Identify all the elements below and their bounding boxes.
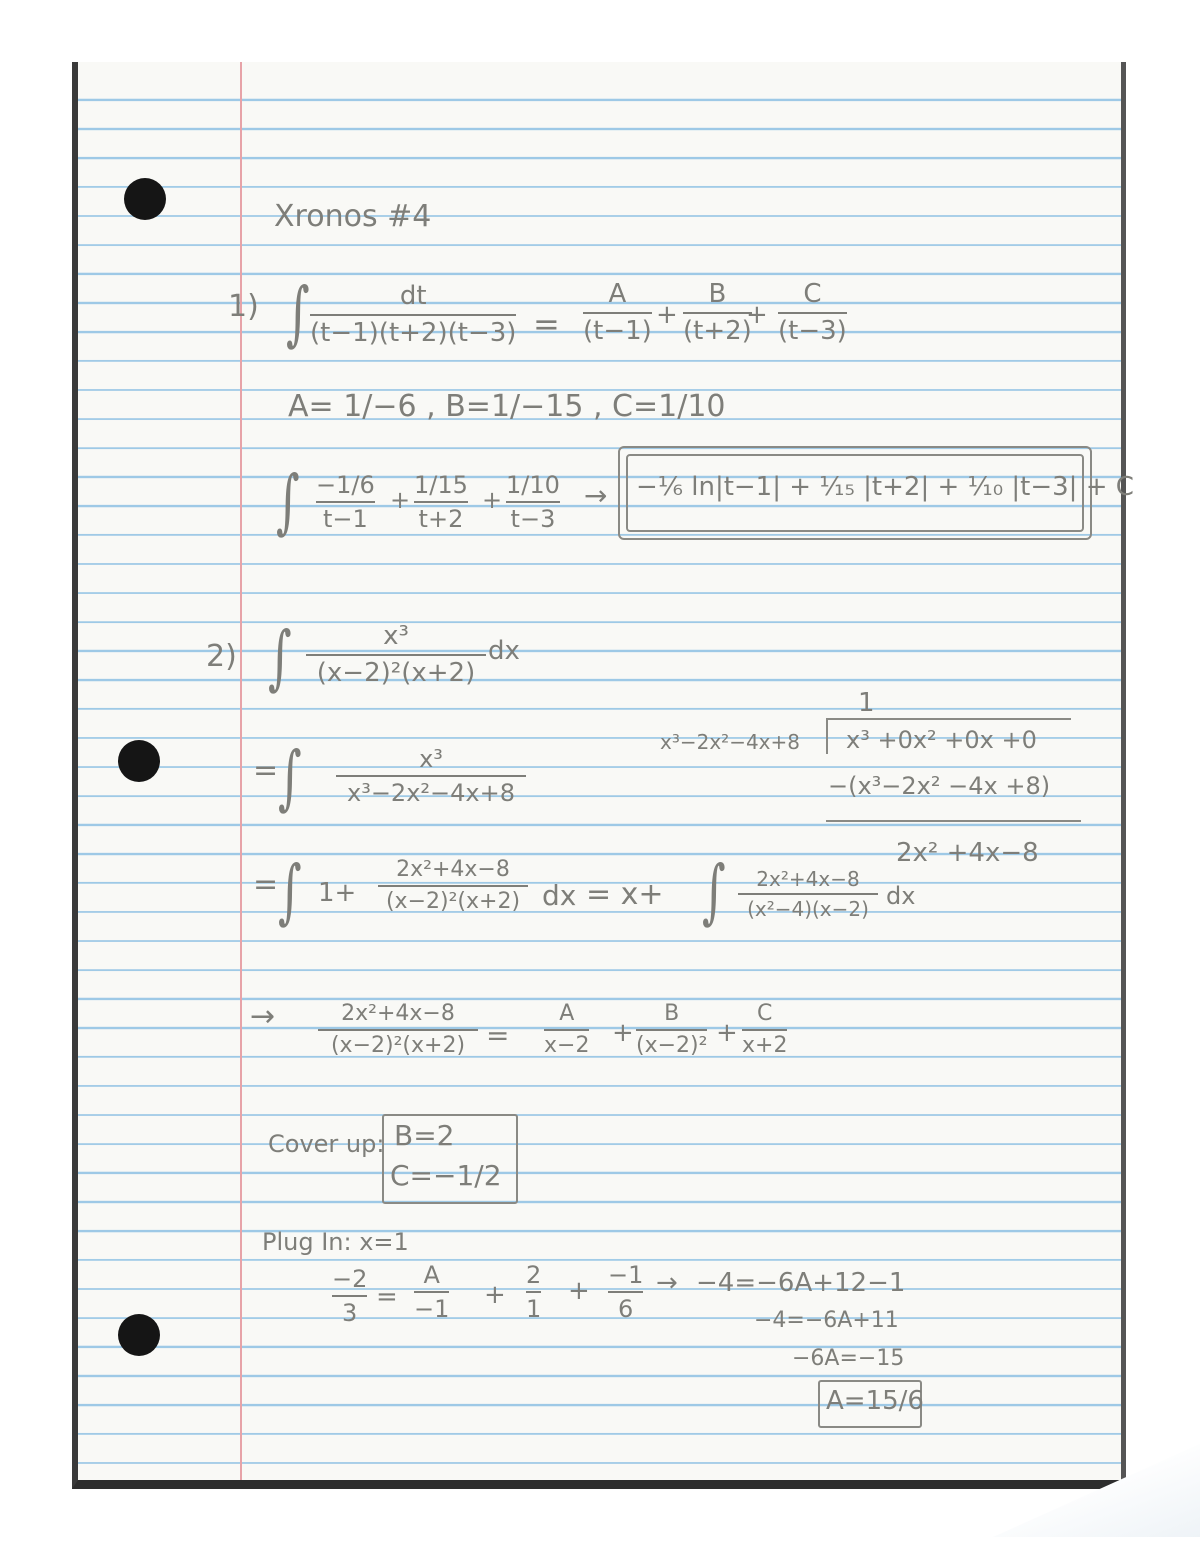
plugin-plus-2: +	[568, 1276, 590, 1306]
integral-icon: ∫	[276, 460, 300, 542]
p2-step2-frac: 2x²+4x−8 (x−2)²(x+2)	[378, 858, 528, 914]
arrow-right-icon: →	[250, 999, 276, 1034]
notebook-page	[72, 62, 1134, 1489]
coverup-b: B=2	[394, 1119, 455, 1152]
plugin-line-1: −4=−6A+12−1	[696, 1268, 906, 1298]
p2-equals-2: =	[253, 867, 279, 902]
p2-pf-a: A x−2	[544, 1001, 590, 1059]
integral-icon: ∫	[702, 850, 726, 932]
p2-step2-dx: dx	[542, 879, 577, 912]
p2-pf-plus-2: +	[716, 1018, 738, 1048]
plugin-a: A −1	[414, 1261, 450, 1324]
division-rule	[826, 820, 1081, 822]
page-title: Xronos #4	[274, 199, 432, 234]
p1-plus-2: +	[746, 300, 768, 330]
plugin-label: Plug In: x=1	[262, 1228, 409, 1256]
p2-pf-c: C x+2	[742, 1001, 788, 1059]
p2-integrand: x³ (x−2)²(x+2)	[306, 622, 486, 687]
plugin-c: −1 6	[608, 1261, 644, 1324]
problem-1-number: 1)	[228, 289, 259, 324]
binder-hole-middle	[118, 740, 160, 782]
p1-expand-plus-2: +	[482, 486, 503, 514]
arrow-right-icon: →	[584, 479, 608, 512]
p1-integrand	[310, 282, 516, 347]
integral-icon: ∫	[278, 736, 302, 818]
final-answer: A=15/6	[826, 1386, 924, 1416]
p1-pf-b: B (t+2)	[683, 279, 752, 346]
arrow-right-icon: →	[656, 1268, 678, 1298]
p1-pf-a: A (t−1)	[583, 279, 652, 346]
p2-pf-lhs: 2x²+4x−8 (x−2)²(x+2)	[318, 1002, 478, 1058]
p1-coefficients: A= 1/−6 , B=1/−15 , C=1/10	[288, 389, 726, 424]
p2-pf-b: B (x−2)²	[636, 1001, 708, 1059]
division-quotient: 1	[858, 688, 875, 718]
p1-expand-plus-1: +	[390, 486, 411, 514]
plugin-line-3: −6A=−15	[792, 1346, 905, 1371]
p2-step2-mid: = x+	[586, 877, 664, 912]
division-divisor: x³−2x²−4x+8	[660, 730, 800, 754]
plugin-line-2: −4=−6A+11	[754, 1308, 899, 1333]
p2-dx: dx	[488, 636, 520, 666]
plugin-plus-1: +	[484, 1280, 506, 1310]
p1-integrand-num: dt	[399, 281, 427, 311]
division-remainder: 2x² +4x−8	[896, 838, 1039, 868]
p1-integrand-den: (t−1)(t+2)(t−3)	[310, 317, 517, 348]
p1-expand-3: 1/10 t−3	[506, 471, 560, 534]
integral-icon: ∫	[268, 616, 292, 698]
division-subtract: −(x³−2x² −4x +8)	[828, 772, 1051, 800]
division-bar	[826, 718, 1071, 720]
binder-hole-bottom	[118, 1314, 160, 1356]
division-bracket	[826, 718, 828, 754]
p1-expand-2: 1/15 t+2	[414, 471, 468, 534]
p2-step1: x³ x³−2x²−4x+8	[336, 746, 526, 807]
plugin-b: 2 1	[526, 1261, 542, 1324]
p2-equals-1: =	[253, 753, 279, 788]
p1-plus-1: +	[656, 300, 678, 330]
p2-step2-rfrac: 2x²+4x−8 (x²−4)(x−2)	[738, 868, 878, 920]
p2-pf-equals: =	[486, 1019, 510, 1052]
p1-pf-c: C (t−3)	[778, 279, 847, 346]
integral-icon: ∫	[286, 272, 310, 354]
plugin-lhs: −2 3	[332, 1265, 368, 1328]
division-dividend: x³ +0x² +0x +0	[846, 726, 1037, 754]
p1-expand-1: −1/6 t−1	[316, 471, 375, 534]
binder-hole-top	[124, 178, 166, 220]
coverup-label: Cover up:	[268, 1130, 385, 1158]
p1-answer: −¹⁄₆ ln|t−1| + ¹⁄₁₅ |t+2| + ¹⁄₁₀ |t−3| + C	[636, 472, 1134, 502]
margin-line	[240, 62, 242, 1480]
integral-icon: ∫	[278, 850, 302, 932]
p2-step2-prefix: 1+	[318, 878, 357, 908]
p2-step2-rdx: dx	[886, 882, 916, 910]
problem-2-number: 2)	[206, 639, 237, 674]
p1-equals: =	[533, 305, 560, 343]
p2-pf-plus-1: +	[612, 1018, 634, 1048]
folded-corner	[993, 1442, 1200, 1537]
plugin-equals: =	[376, 1282, 398, 1312]
coverup-c: C=−1/2	[390, 1159, 502, 1192]
